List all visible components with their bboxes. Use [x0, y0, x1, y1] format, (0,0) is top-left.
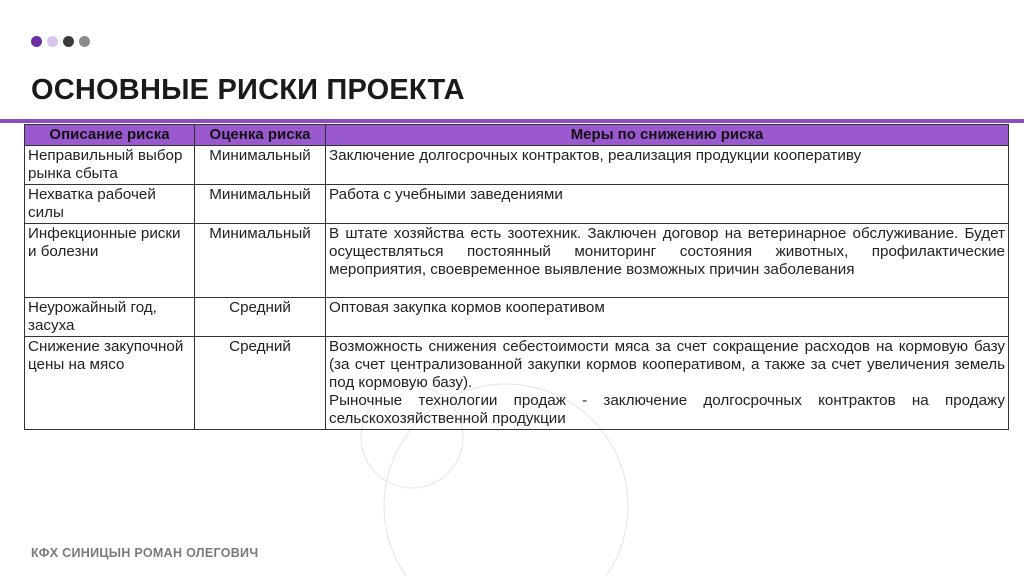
measures-cell: [326, 146, 1009, 185]
risk-cell: Инфекционные риски и болезни: [25, 224, 195, 298]
rating-cell: Минимальный: [195, 224, 326, 298]
table-row: [25, 337, 1009, 430]
measure-text: Рыночные технологии продаж - заключение долгосрочных контрактов на продажу сельскохозяйственной продукции: [329, 392, 1005, 427]
measures-cell: [326, 298, 1009, 337]
measures-cell: [326, 185, 1009, 224]
dot-2: [47, 36, 58, 47]
table-row: [25, 146, 1009, 185]
dot-4: [79, 36, 90, 47]
risk-cell: Неурожайный год, засуха: [25, 298, 195, 337]
table-row: [25, 224, 1009, 298]
rating-cell: Минимальный: [195, 185, 326, 224]
measure-text: Заключение долгосрочных контрактов, реализация продукции кооперативу: [329, 147, 862, 164]
header-risk: Описание риска: [25, 125, 195, 146]
rating-cell: Минимальный: [195, 146, 326, 185]
page-title: ОСНОВНЫЕ РИСКИ ПРОЕКТА: [31, 74, 465, 106]
risks-table: [24, 124, 1009, 430]
dot-1: [31, 36, 42, 47]
table-row: [25, 298, 1009, 337]
title-rule: [0, 119, 1024, 123]
slide-dots: [31, 36, 90, 47]
rating-cell: Средний: [195, 337, 326, 430]
measure-text: В штате хозяйства есть зоотехник. Заключен договор на ветеринарное обслуживание. Будет осуществляться постоянный мониторинг состояния животных, профилактические мероприятия, своевременное выявление возможных причин заболевания: [329, 225, 1005, 278]
measures-cell: [326, 337, 1009, 430]
risk-cell: Неправильный выбор рынка сбыта: [25, 146, 195, 185]
measure-text: Оптовая закупка кормов кооперативом: [329, 299, 605, 316]
risk-cell: Снижение закупочной цены на мясо: [25, 337, 195, 430]
table-row: [25, 185, 1009, 224]
table-header-row: [25, 125, 1009, 146]
measures-cell: [326, 224, 1009, 298]
dot-3: [63, 36, 74, 47]
rating-cell: Средний: [195, 298, 326, 337]
header-rating: Оценка риска: [195, 125, 326, 146]
measure-text: Возможность снижения себестоимости мяса за счет сокращение расходов на кормовую базу (за счет централизованной закупки кормов кооперативом, а также за счет увеличения земель под кормовую базу).: [329, 338, 1005, 391]
risk-cell: Нехватка рабочей силы: [25, 185, 195, 224]
header-measures: Меры по снижению риска: [326, 125, 1009, 146]
footer-company: КФХ СИНИЦЫН РОМАН ОЛЕГОВИЧ: [31, 546, 259, 560]
measure-text: Работа с учебными заведениями: [329, 186, 563, 203]
